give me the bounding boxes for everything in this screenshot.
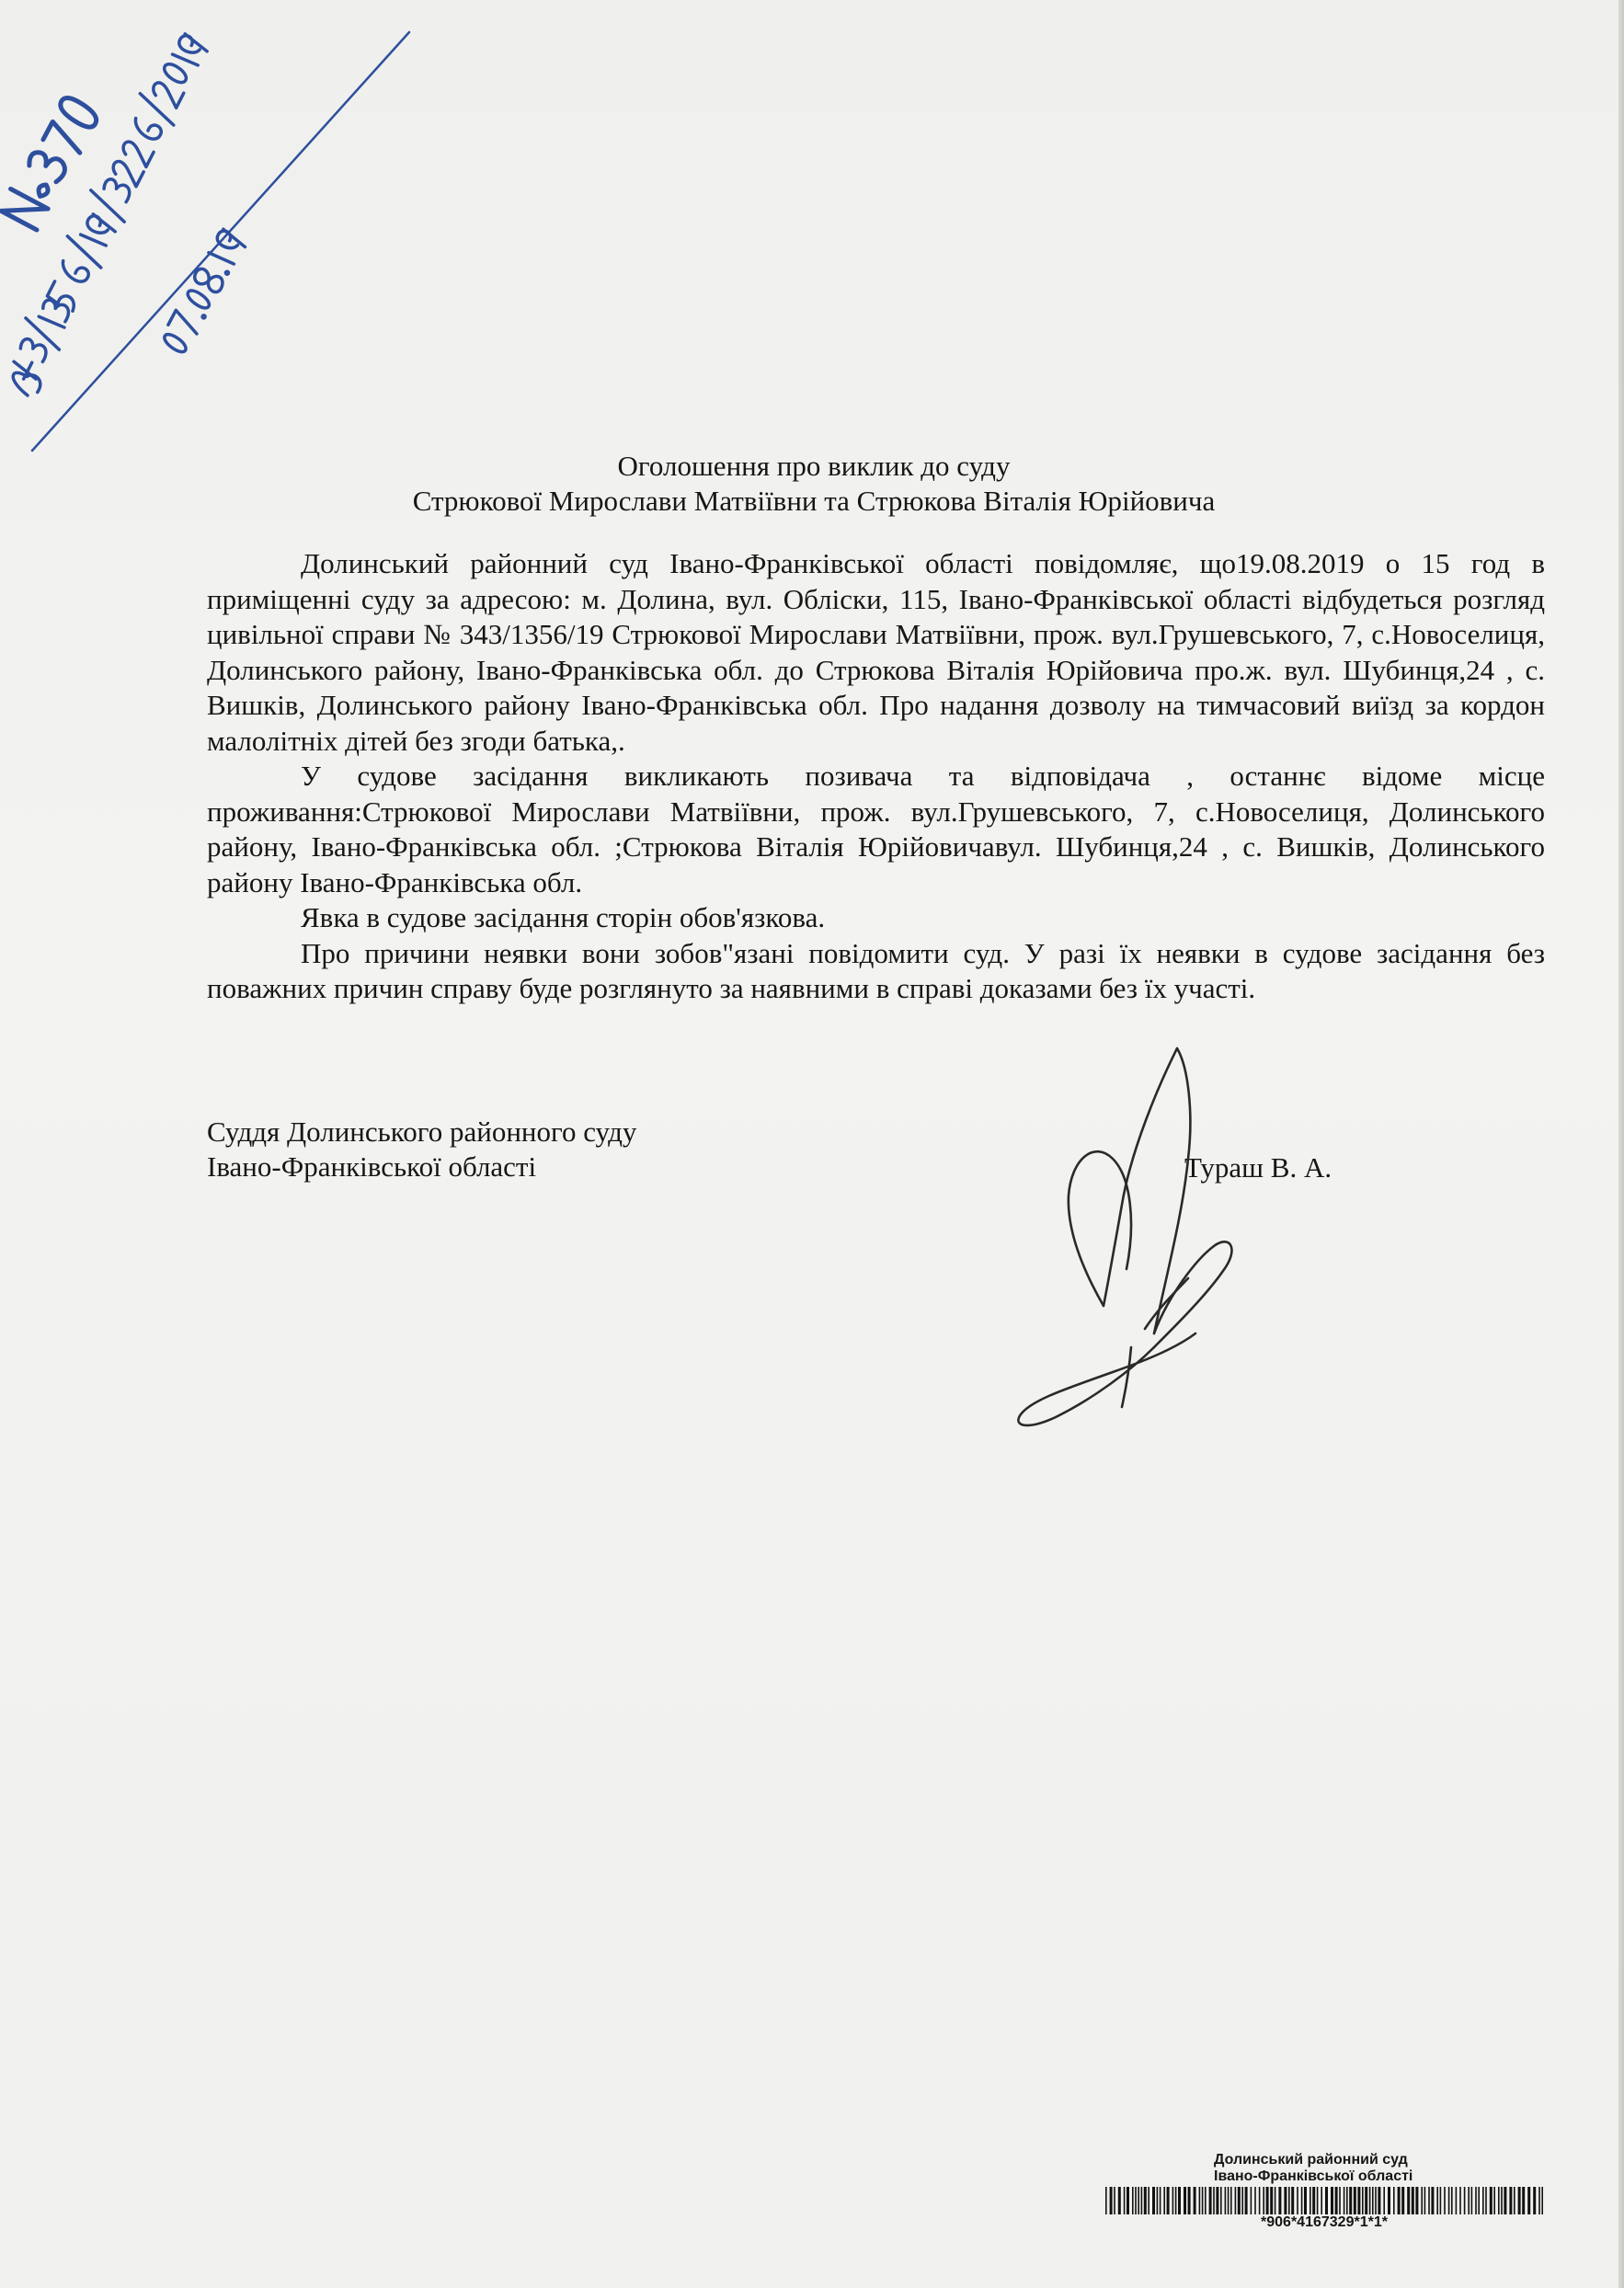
barcode-bar [1514, 2187, 1515, 2214]
barcode-bar [1199, 2187, 1201, 2214]
barcode-bar [1225, 2187, 1227, 2214]
barcode-bar [1344, 2187, 1345, 2214]
judge-signature [947, 1030, 1297, 1444]
barcode-bar [1178, 2187, 1181, 2214]
barcode-bar [1412, 2187, 1414, 2214]
barcode-bar [1498, 2187, 1500, 2214]
barcode-bar [1278, 2187, 1281, 2214]
barcode-bar [1144, 2187, 1147, 2214]
barcode-bar [1401, 2187, 1404, 2214]
barcode-bar [1184, 2187, 1186, 2214]
barcode-bar [1398, 2187, 1401, 2214]
barcode-bar [1132, 2187, 1134, 2214]
notice-body [207, 546, 1545, 1007]
barcode-bar [1493, 2187, 1495, 2214]
barcode-bar [1335, 2187, 1338, 2214]
barcode-bar [1369, 2187, 1371, 2214]
barcode-bar [1235, 2187, 1237, 2214]
barcode-bar [1157, 2187, 1159, 2214]
notice-subtitle: Стрюкової Мирослави Матвіївни та Стрюкова Віталія Юрійовича [412, 485, 1216, 517]
barcode-bar [1245, 2187, 1248, 2214]
barcode-bar [1444, 2187, 1446, 2214]
barcode-bar [1263, 2187, 1264, 2214]
barcode-bar [1365, 2187, 1367, 2214]
barcode-bar [1415, 2187, 1418, 2214]
barcode-bar [1188, 2187, 1191, 2214]
barcode-bar [1331, 2187, 1333, 2214]
barcode-bar [1275, 2187, 1276, 2214]
notice-title: Оголошення про виклик до суду [617, 450, 1011, 482]
barcode-bar [1464, 2187, 1466, 2214]
signer-region: Івано-Франківської області [207, 1150, 537, 1183]
paragraph-attendance: Явка в судове засідання сторін обов'язкова. [301, 901, 826, 933]
barcode-bar [1421, 2187, 1423, 2214]
barcode-bar [1114, 2187, 1115, 2214]
barcode-bar [1485, 2187, 1487, 2214]
stamp-region: Івано-Франківської області [1214, 2168, 1413, 2184]
barcode-bar [1105, 2187, 1107, 2214]
barcode-bar [1309, 2187, 1311, 2214]
barcode-bar [1509, 2187, 1512, 2214]
barcode-bar [1527, 2187, 1530, 2214]
barcode-bar [1138, 2187, 1139, 2214]
barcode [1104, 2187, 1545, 2214]
barcode-bar [1266, 2187, 1269, 2214]
barcode-bar [1284, 2187, 1287, 2214]
barcode-bar [1321, 2187, 1322, 2214]
barcode-bar [1448, 2187, 1450, 2214]
barcode-bar [1297, 2187, 1298, 2214]
barcode-bar [1205, 2187, 1207, 2214]
barcode-bar [1482, 2187, 1484, 2214]
barcode-bar [1124, 2187, 1126, 2214]
barcode-bar [1440, 2187, 1442, 2214]
barcode-bar [1160, 2187, 1161, 2214]
barcode-bar [1238, 2187, 1241, 2214]
barcode-bar [1163, 2187, 1165, 2214]
barcode-bar [1451, 2187, 1453, 2214]
paragraph-summons: У судове засідання викликають позивача та відповідача , останнє відоме місце проживання:Стрюкової Мирослави Матвіївни, прож. вул.Грушевського, 7, с.Новоселиця, Долинського району, Івано-Франківська обл. ;Стрюкова Віталія Юрійовичавул. Шубинця,24 , с. Вишків, Долинського району Івано-Франківська обл. [207, 760, 1545, 898]
barcode-bar [1152, 2187, 1155, 2214]
barcode-bar [1118, 2187, 1121, 2214]
barcode-bar [1504, 2187, 1506, 2214]
barcode-bar [1304, 2187, 1307, 2214]
barcode-bar [1362, 2187, 1364, 2214]
barcode-bar [1501, 2187, 1503, 2214]
signer-block [207, 1115, 636, 1184]
barcode-number: *906*4167329*1*1* [1261, 2214, 1388, 2230]
barcode-bar [1436, 2187, 1438, 2214]
barcode-bar [1388, 2187, 1390, 2214]
barcode-bar [1270, 2187, 1273, 2214]
court-stamp [1104, 2152, 1545, 2231]
barcode-bar [1254, 2187, 1256, 2214]
barcode-bar [1141, 2187, 1143, 2214]
barcode-bar [1518, 2187, 1521, 2214]
barcode-bar [1372, 2187, 1374, 2214]
barcode-bar [1167, 2187, 1170, 2214]
signer-title: Суддя Долинського районного суду [207, 1115, 637, 1148]
barcode-bar [1424, 2187, 1426, 2214]
barcode-bar [1213, 2187, 1215, 2214]
barcode-bar [1194, 2187, 1196, 2214]
barcode-bar [1288, 2187, 1290, 2214]
handwritten-registration-note [0, 0, 441, 478]
barcode-bar [1354, 2187, 1356, 2214]
barcode-bar [1202, 2187, 1204, 2214]
barcode-bar [1375, 2187, 1377, 2214]
barcode-bar [1325, 2187, 1328, 2214]
barcode-bar [1393, 2187, 1395, 2214]
barcode-bar [1175, 2187, 1177, 2214]
barcode-bar [1110, 2187, 1113, 2214]
barcode-bar [1349, 2187, 1352, 2214]
barcode-bar [1209, 2187, 1212, 2214]
barcode-bar [1378, 2187, 1380, 2214]
barcode-bar [1431, 2187, 1434, 2214]
paragraph-absence: Про причини неявки вони зобов"язані повідомити суд. У разі їх неявки в судове засідання без поважних причин справу буде розглянуто за наявними в справі доказами без їх участі. [207, 936, 1545, 1004]
barcode-bar [1456, 2187, 1458, 2214]
barcode-bar [1459, 2187, 1461, 2214]
barcode-bar [1228, 2187, 1229, 2214]
judge-name: Тураш В. А. [1184, 1151, 1332, 1184]
barcode-bar [1478, 2187, 1480, 2214]
barcode-bar [1220, 2187, 1222, 2214]
barcode-bar [1383, 2187, 1385, 2214]
barcode-bar [1251, 2187, 1252, 2214]
barcode-bar [1148, 2187, 1149, 2214]
page-edge [1618, 0, 1624, 2288]
barcode-bar [1135, 2187, 1137, 2214]
paragraph-hearing: Долинський районний суд Івано-Франківської області повідомляє, що19.08.2019 о 15 год в приміщенні суду за адресою: м. Долина, вул. Обліски, 115, Івано-Франківської області відбудеться розгляд цивільної справи № 343/1356/19 Стрюкової Мирослави Матвіївни, прож. вул.Грушевського, 7, с.Новоселиця, Долинського району, Івано-Франківська обл. до Стрюкова Віталія Юрійовича про.ж. вул. Шубинця,24 , с. Вишків, Долинського району Івано-Франківська обл. Про надання дозволу на тимчасовий виїзд за кордон малолітніх дітей без згоди батька,. [207, 547, 1545, 757]
barcode-bar [1533, 2187, 1536, 2214]
barcode-bar [1291, 2187, 1294, 2214]
barcode-bar [1241, 2187, 1243, 2214]
barcode-bar [1490, 2187, 1492, 2214]
barcode-bar [1339, 2187, 1341, 2214]
barcode-bar [1172, 2187, 1174, 2214]
barcode-bar [1301, 2187, 1303, 2214]
barcode-bar [1127, 2187, 1129, 2214]
barcode-bar [1468, 2187, 1470, 2214]
barcode-bar [1230, 2187, 1232, 2214]
barcode-bar [1259, 2187, 1261, 2214]
barcode-bar [1538, 2187, 1540, 2214]
barcode-bar [1346, 2187, 1348, 2214]
barcode-bar [1541, 2187, 1543, 2214]
barcode-bar [1428, 2187, 1430, 2214]
barcode-bar [1312, 2187, 1315, 2214]
barcode-bar [1216, 2187, 1218, 2214]
barcode-bar [1522, 2187, 1525, 2214]
stamp-court-name: Долинський районний суд [1214, 2152, 1408, 2168]
barcode-bar [1357, 2187, 1360, 2214]
barcode-bar [1317, 2187, 1319, 2214]
barcode-bar [1475, 2187, 1477, 2214]
barcode-bar [1407, 2187, 1410, 2214]
barcode-bar [1471, 2187, 1473, 2214]
